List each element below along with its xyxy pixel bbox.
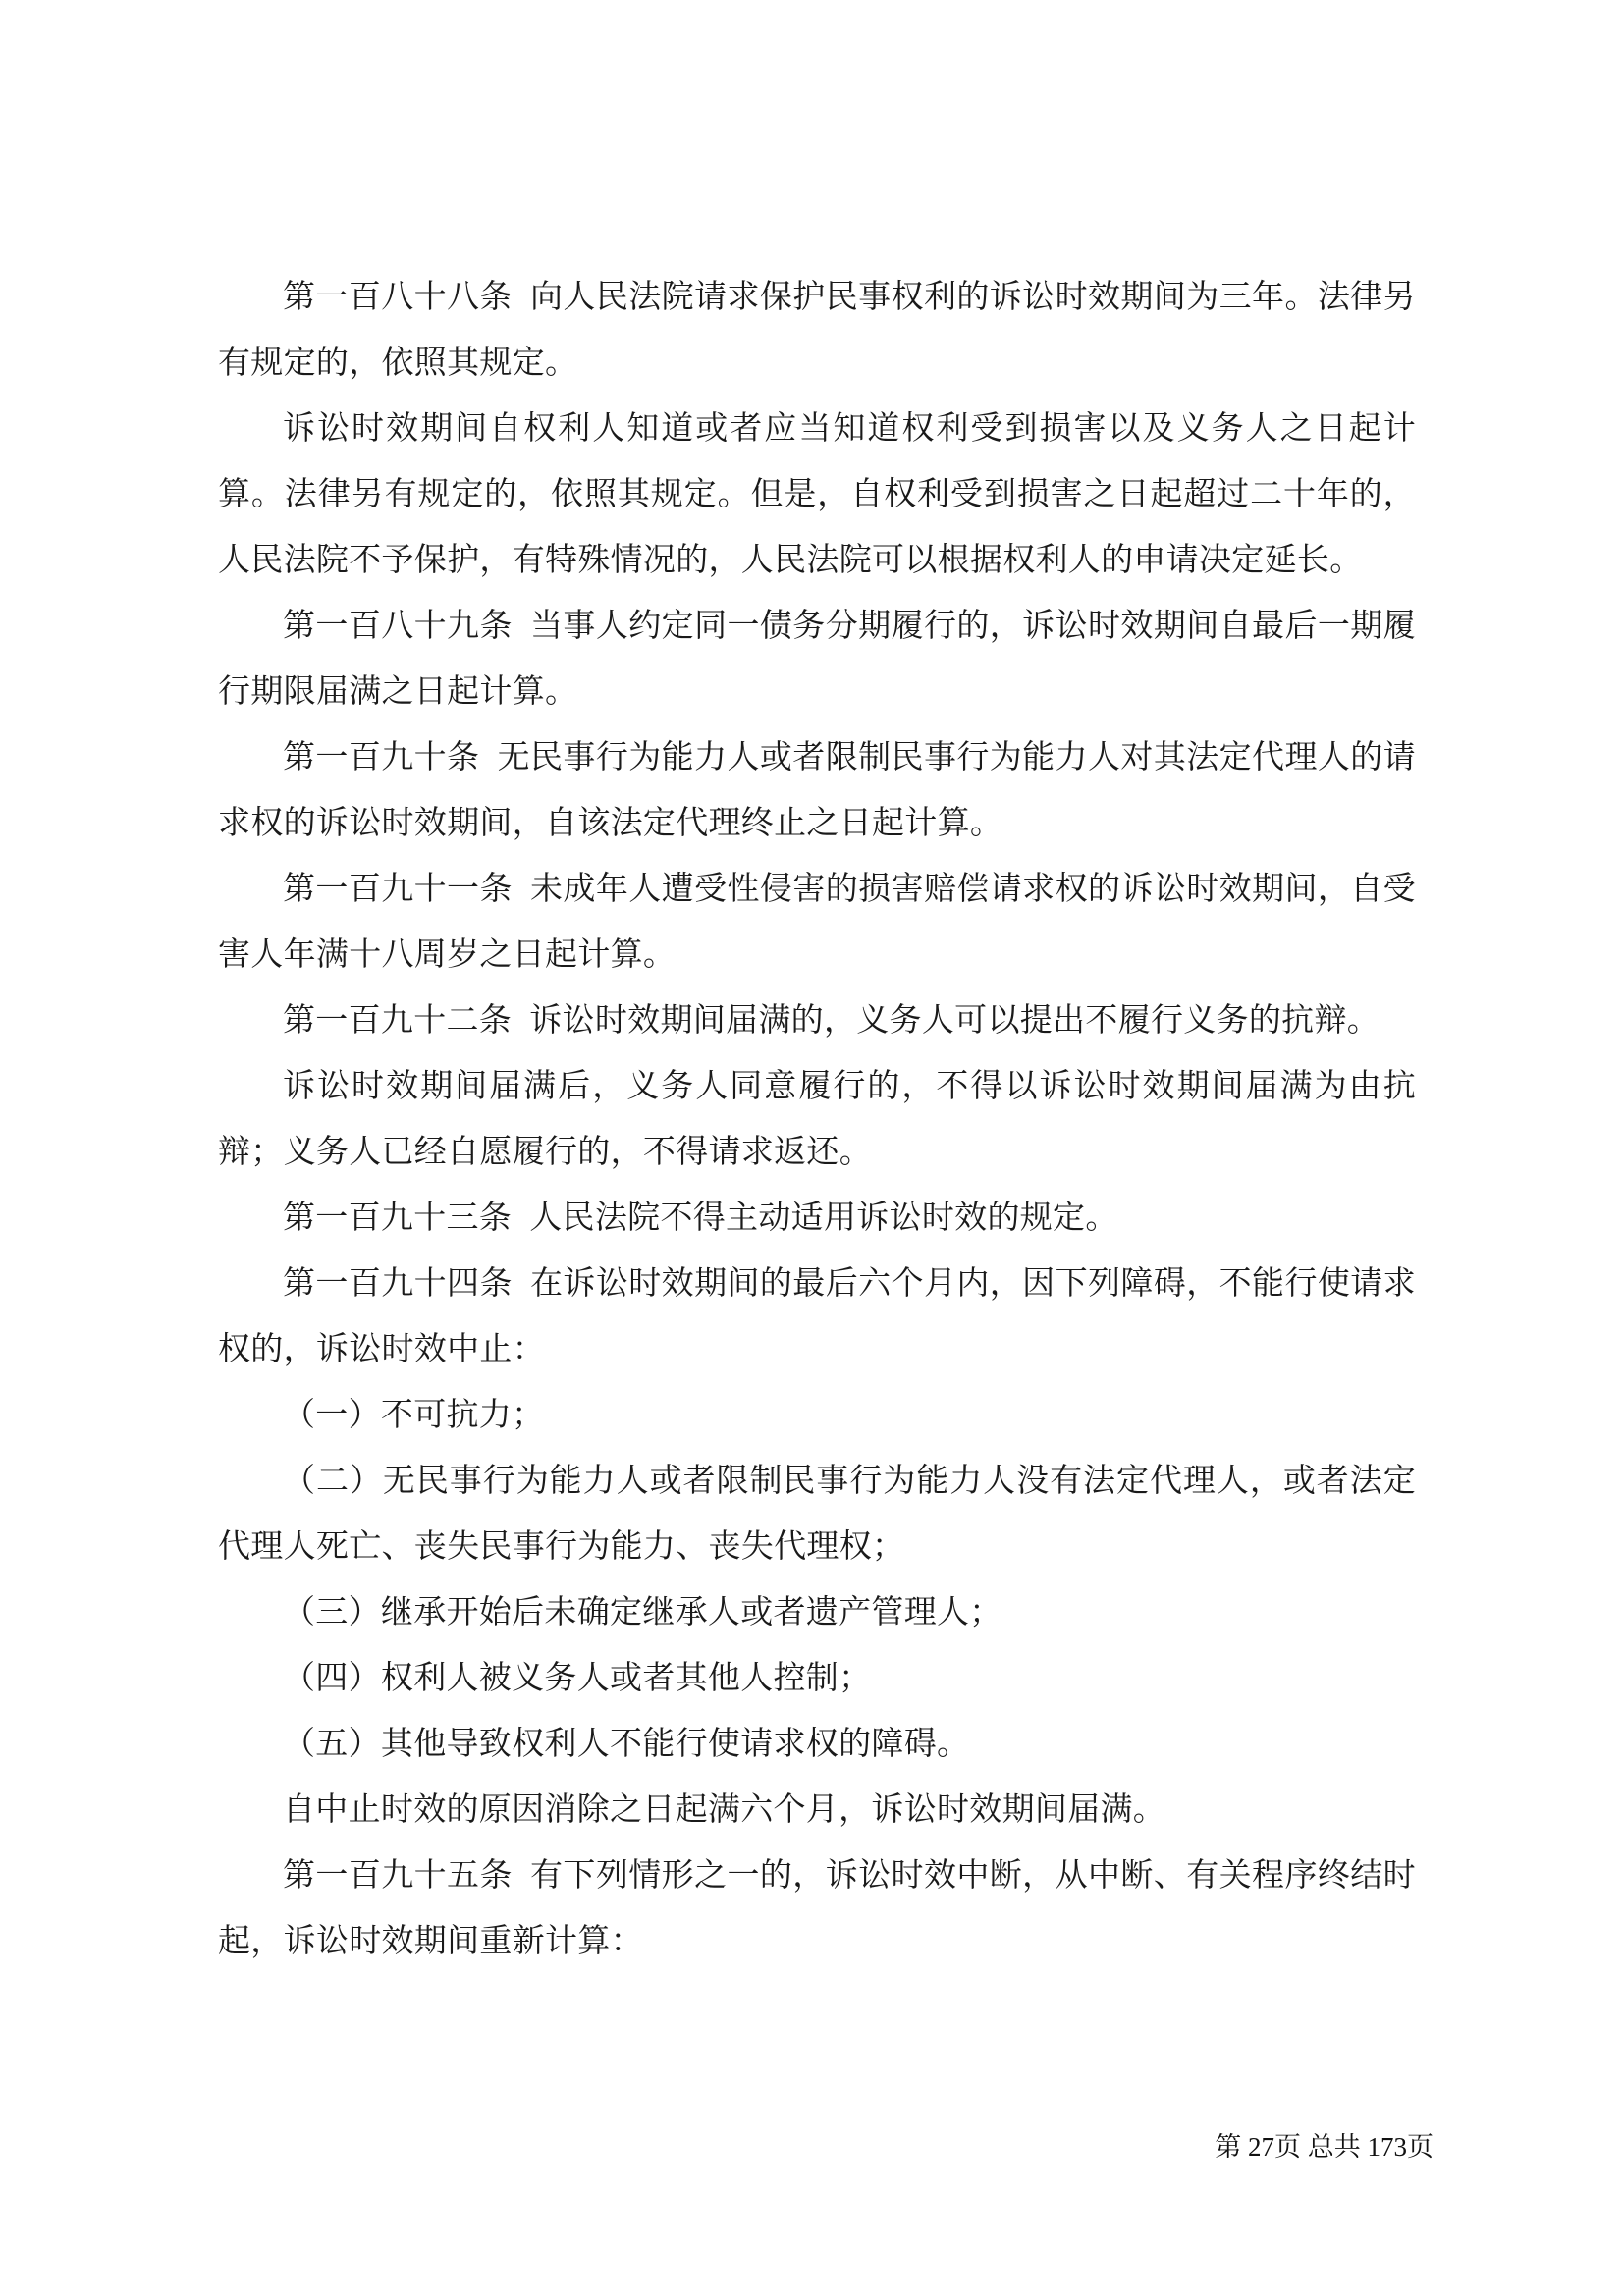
- paragraph-text: 人民法院不得主动适用诉讼时效的规定。: [529, 1198, 1118, 1236]
- article-number: 第一百九十一条: [283, 869, 513, 907]
- paragraph-text: 无民事行为能力人或者限制民事行为能力人对其法定代理人的请求权的诉讼时效期间，自该法定代理终止之日起计算。: [218, 737, 1416, 841]
- paragraph-text: （五）其他导致权利人不能行使请求权的障碍。: [283, 1724, 970, 1762]
- paragraph-text: 诉讼时效期间届满的，义务人可以提出不履行义务的抗辩。: [529, 1000, 1380, 1039]
- paragraph-text: 当事人约定同一债务分期履行的，诉讼时效期间自最后一期履行期限届满之日起计算。: [218, 606, 1416, 710]
- list-item: [218, 1578, 1416, 1644]
- paragraph-text: 自中止时效的原因消除之日起满六个月，诉讼时效期间届满。: [283, 1789, 1166, 1828]
- article-number: 第一百八十八条: [283, 277, 513, 315]
- article-paragraph: [218, 1184, 1416, 1250]
- article-paragraph: [218, 987, 1416, 1052]
- paragraph-text: （一）不可抗力；: [283, 1395, 545, 1433]
- paragraph-text: 有下列情形之一的，诉讼时效中断，从中断、有关程序终结时起，诉讼时效期间重新计算：: [218, 1855, 1416, 1959]
- paragraph: [218, 395, 1416, 592]
- article-paragraph: [218, 1250, 1416, 1381]
- list-item: [218, 1644, 1416, 1710]
- article-paragraph: [218, 263, 1416, 395]
- article-paragraph: [218, 1842, 1416, 1973]
- paragraph-text: 向人民法院请求保护民事权利的诉讼时效期间为三年。法律另有规定的，依照其规定。: [218, 277, 1416, 381]
- paragraph-text: 诉讼时效期间届满后，义务人同意履行的，不得以诉讼时效期间届满为由抗辩；义务人已经自愿履行的，不得请求返还。: [218, 1066, 1416, 1170]
- article-number: 第一百九十条: [283, 737, 480, 775]
- article-paragraph: [218, 855, 1416, 987]
- article-paragraph: [218, 592, 1416, 723]
- paragraph: [218, 1776, 1416, 1842]
- article-number: 第一百九十五条: [283, 1855, 513, 1894]
- paragraph: [218, 1052, 1416, 1184]
- article-number: 第一百八十九条: [283, 606, 513, 644]
- article-number: 第一百九十三条: [283, 1198, 513, 1236]
- paragraph-text: （三）继承开始后未确定继承人或者遗产管理人；: [283, 1592, 1002, 1630]
- paragraph-text: （四）权利人被义务人或者其他人控制；: [283, 1658, 872, 1696]
- page-body: [218, 263, 1416, 1973]
- list-item: [218, 1710, 1416, 1776]
- list-item: [218, 1447, 1416, 1578]
- list-item: [218, 1381, 1416, 1447]
- article-number: 第一百九十四条: [283, 1263, 513, 1302]
- paragraph-text: （二）无民事行为能力人或者限制民事行为能力人没有法定代理人，或者法定代理人死亡、丧失民事行为能力、丧失代理权；: [218, 1461, 1416, 1565]
- paragraph-text: 未成年人遭受性侵害的损害赔偿请求权的诉讼时效期间，自受害人年满十八周岁之日起计算。: [218, 869, 1416, 973]
- article-paragraph: [218, 723, 1416, 855]
- paragraph-text: 诉讼时效期间自权利人知道或者应当知道权利受到损害以及义务人之日起计算。法律另有规定的，依照其规定。但是，自权利受到损害之日起超过二十年的，人民法院不予保护，有特殊情况的，人民法院可以根据权利人的申请决定延长。: [218, 408, 1416, 578]
- paragraph-text: 在诉讼时效期间的最后六个月内，因下列障碍，不能行使请求权的，诉讼时效中止：: [218, 1263, 1416, 1367]
- article-number: 第一百九十二条: [283, 1000, 513, 1039]
- page-number-footer: 第 27页 总共 173页: [1215, 2132, 1434, 2162]
